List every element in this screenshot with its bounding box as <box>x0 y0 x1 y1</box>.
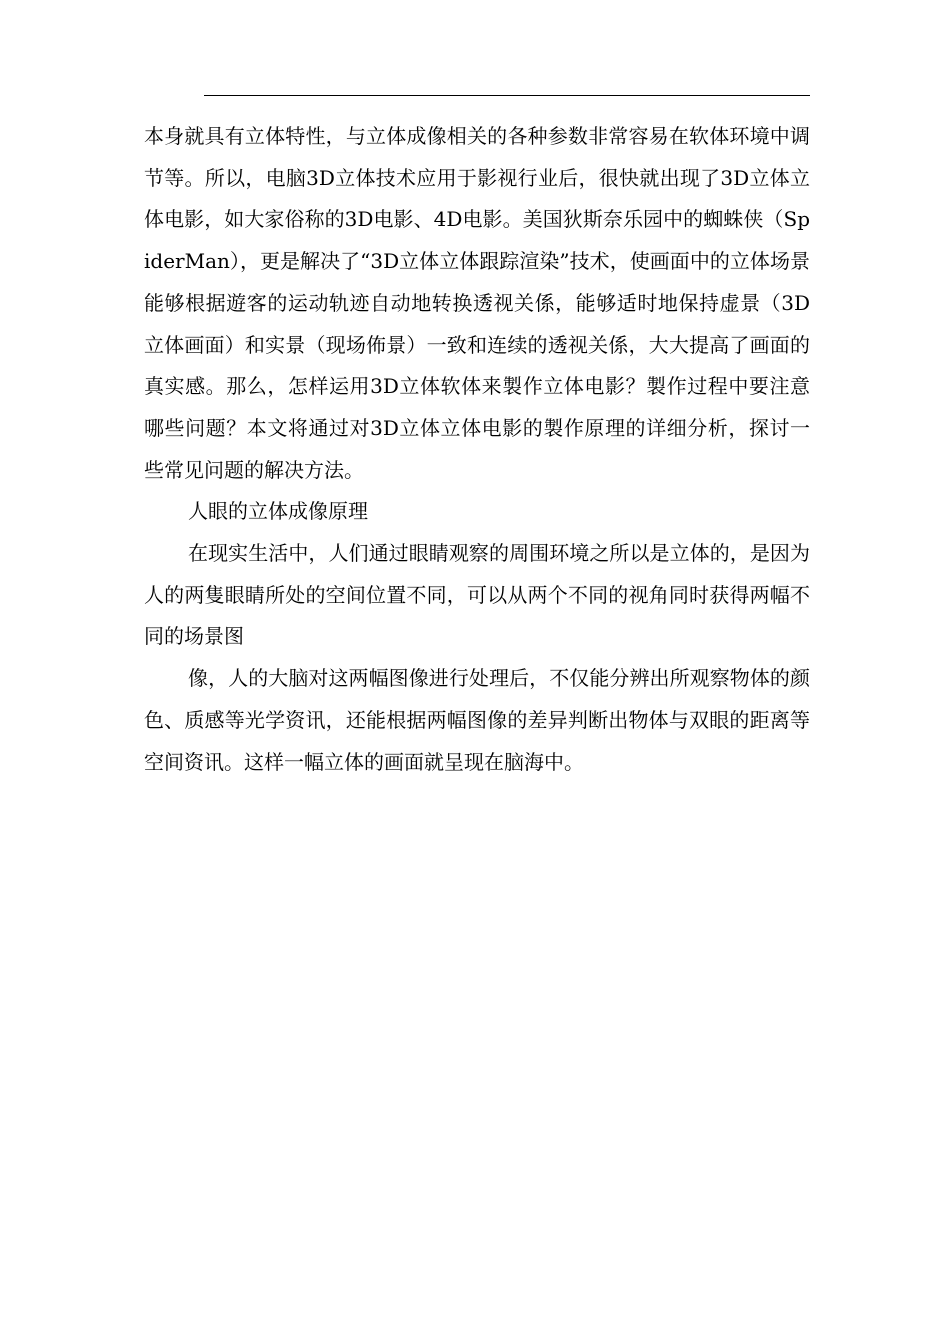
document-body <box>144 116 810 783</box>
section-heading: 人眼的立体成像原理 <box>188 499 368 524</box>
header-rule <box>204 95 810 96</box>
paragraph-intro: 本身就具有立体特性，与立体成像相关的各种参数非常容易在软体环境中调节等。所以，电脑3D立体技术应用于影视行业后，很快就出现了3D立体立体电影，如大家俗称的3D电影、4D电影。美国狄斯奈乐园中的蜘蛛侠（SpiderMan），更是解决了“3D立体立体跟踪渲染”技术，使画面中的立体场景能够根据遊客的运动轨迹自动地转换透视关係，能够适时地保持虚景（3D立体画面）和实景（现场佈景）一致和连续的透视关係，大大提高了画面的真实感。那么，怎样运用3D立体软体来製作立体电影？製作过程中要注意哪些问题？本文将通过对3D立体立体电影的製作原理的详细分析，探讨一些常见问题的解决方法。 <box>144 124 810 482</box>
paragraph-reality: 在现实生活中，人们通过眼睛观察的周围环境之所以是立体的，是因为人的两隻眼睛所处的空间位置不同，可以从两个不同的视角同时获得两幅不同的场景图 <box>144 541 810 649</box>
paragraph-brain: 像，人的大脑对这两幅图像进行处理后，不仅能分辨出所观察物体的颜色、质感等光学资讯，还能根据两幅图像的差异判断出物体与双眼的距离等空间资讯。这样一幅立体的画面就呈现在脑海中。 <box>144 666 810 774</box>
